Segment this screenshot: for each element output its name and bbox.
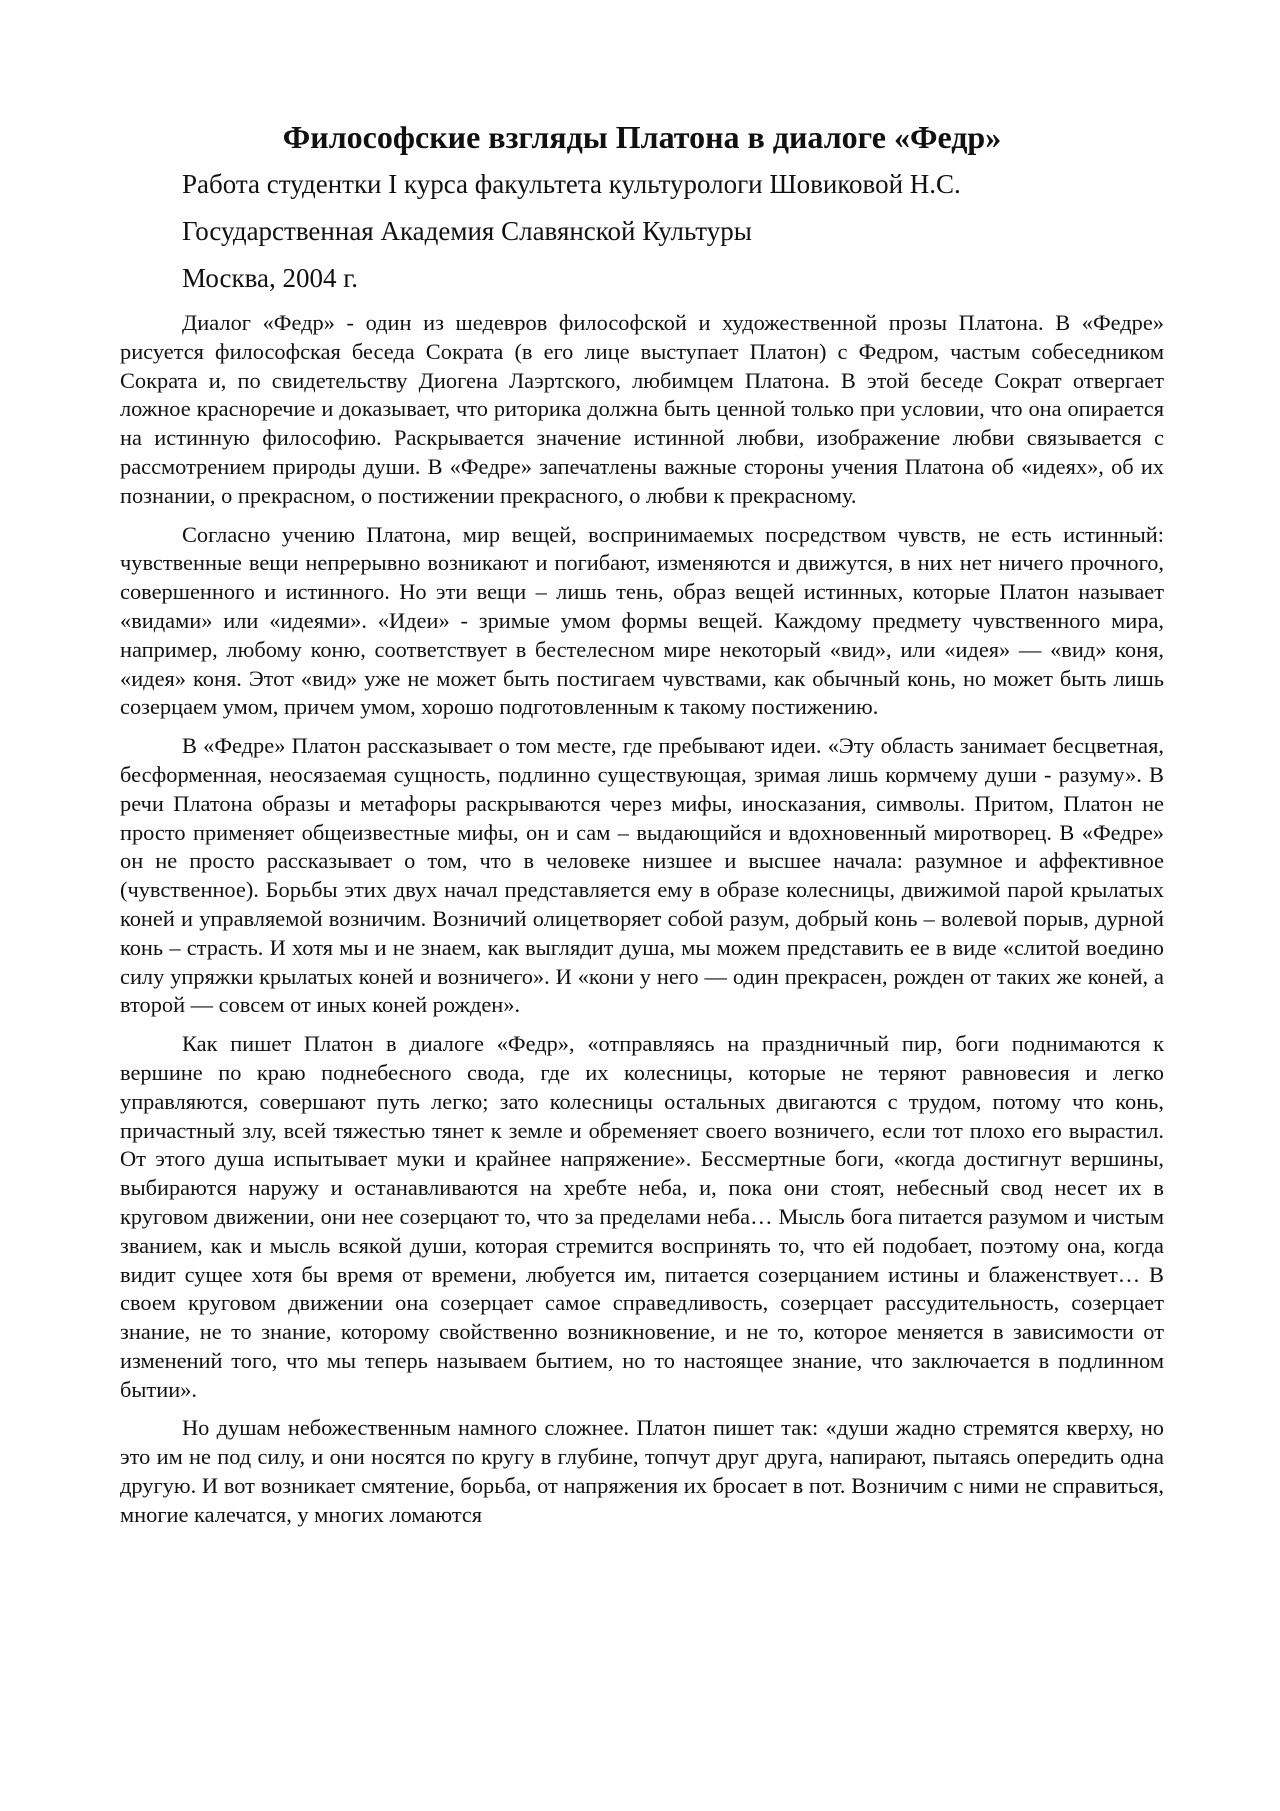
place-date-line: Москва, 2004 г. bbox=[182, 263, 359, 293]
paragraph: В «Федре» Платон рассказывает о том месте, где пребывают идеи. «Эту область занимает бесцветная, бесформенная, неосязаемая сущность, подлинно существующая, зримая лишь кормчему души - разуму». В речи Платона образы и метафоры раскрываются через мифы, иносказания, символы. Притом, Платон не просто применяет общеизвестные мифы, он и сам – выдающийся и вдохновенный миротворец. В «Федре» он не просто рассказывает о том, что в человеке низшее и высшее начала: разумное и аффективное (чувственное). Борьбы этих двух начал представляется ему в образе колесницы, движимой парой крылатых коней и управляемой возничим. Возничий олицетворяет собой разум, добрый конь – волевой порыв, дурной конь – страсть. И хотя мы и не знаем, как выглядит душа, мы можем представить ее в виде «слитой воедино силу упряжки крылатых коней и возничего». И «кони у него — один прекрасен, рожден от таких же коней, а второй — совсем от иных коней рожден». bbox=[120, 733, 1164, 1018]
paragraph: Как пишет Платон в диалоге «Федр», «отправляясь на праздничный пир, боги поднимаются к вершине по краю поднебесного свода, где их колесницы, которые не теряют равновесия и легко управляются, совершают путь легко; зато колесницы остальных двигаются с трудом, потому что конь, причастный злу, всей тяжестью тянет к земле и обременяет своего возничего, если тот плохо его вырастил. От этого душа испытывает муки и крайнее напряжение». Бессмертные боги, «когда достигнут вершины, выбираются наружу и останавливаются на хребте неба, и, пока они стоят, небесный свод несет их в круговом движении, они нее созерцают то, что за пределами неба… Мысль бога питается разумом и чистым званием, как и мысль всякой души, которая стремится воспринять то, что ей подобает, поэтому она, когда видит сущее хотя бы время от времени, любуется им, питается созерцанием истины и блаженствует… В своем круговом движении она созерцает самое справедливость, созерцает рассудительность, созерцает знание, не то знание, которому свойственно возникновение, и не то, которое меняется в зависимости от изменений того, что мы теперь называем бытием, но то настоящее знание, что заключается в подлинном бытии». bbox=[120, 1031, 1164, 1402]
paragraph: Диалог «Федр» - один из шедевров философской и художественной прозы Платона. В «Федре» рисуется философская беседа Сократа (в его лице выступает Платон) с Федром, частым собеседником Сократа и, по свидетельству Диогена Лаэртского, любимцем Платона. В этой беседе Сократ отвергает ложное красноречие и доказывает, что риторика должна быть ценной только при условии, что она опирается на истинную философию. Раскрывается значение истинной любви, изображение любви связывается с рассмотрением природы души. В «Федре» запечатлены важные стороны учения Платона об «идеях», об их познании, о прекрасном, о постижении прекрасного, о любви к прекрасному. bbox=[120, 310, 1164, 508]
paragraph: Согласно учению Платона, мир вещей, воспринимаемых посредством чувств, не есть истинный: чувственные вещи непрерывно возникают и погибают, изменяются и движутся, в них нет ничего прочного, совершенного и истинного. Но эти вещи – лишь тень, образ вещей истинных, которые Платон называет «видами» или «идеями». «Идеи» - зримые умом формы вещей. Каждому предмету чувственного мира, например, любому коню, соответствует в бестелесном мире некоторый «вид», или «идея» — «вид» коня, «идея» коня. Этот «вид» уже не может быть постигаем чувствами, как обычный конь, но может быть лишь созерцаем умом, причем умом, хорошо подготовленным к такому постижению. bbox=[120, 521, 1164, 720]
body-text bbox=[120, 309, 1164, 1530]
document-title: Философские взгляды Платона в диалоге «Федр» bbox=[282, 119, 1002, 155]
author-line: Работа студентки I курса факультета культурологи Шовиковой Н.С. bbox=[182, 169, 961, 199]
institution-line: Государственная Академия Славянской Культуры bbox=[182, 216, 752, 246]
document-page bbox=[120, 118, 1164, 1540]
paragraph: Но душам небожественным намного сложнее. Платон пишет так: «души жадно стремятся кверху, но это им не под силу, и они носятся по кругу в глубине, топчут друг друга, напирают, пытаясь опередить одна другую. И вот возникает смятение, борьба, от напряжения их бросает в пот. Возничим с ними не справиться, многие калечатся, у многих ломаются bbox=[120, 1415, 1164, 1527]
